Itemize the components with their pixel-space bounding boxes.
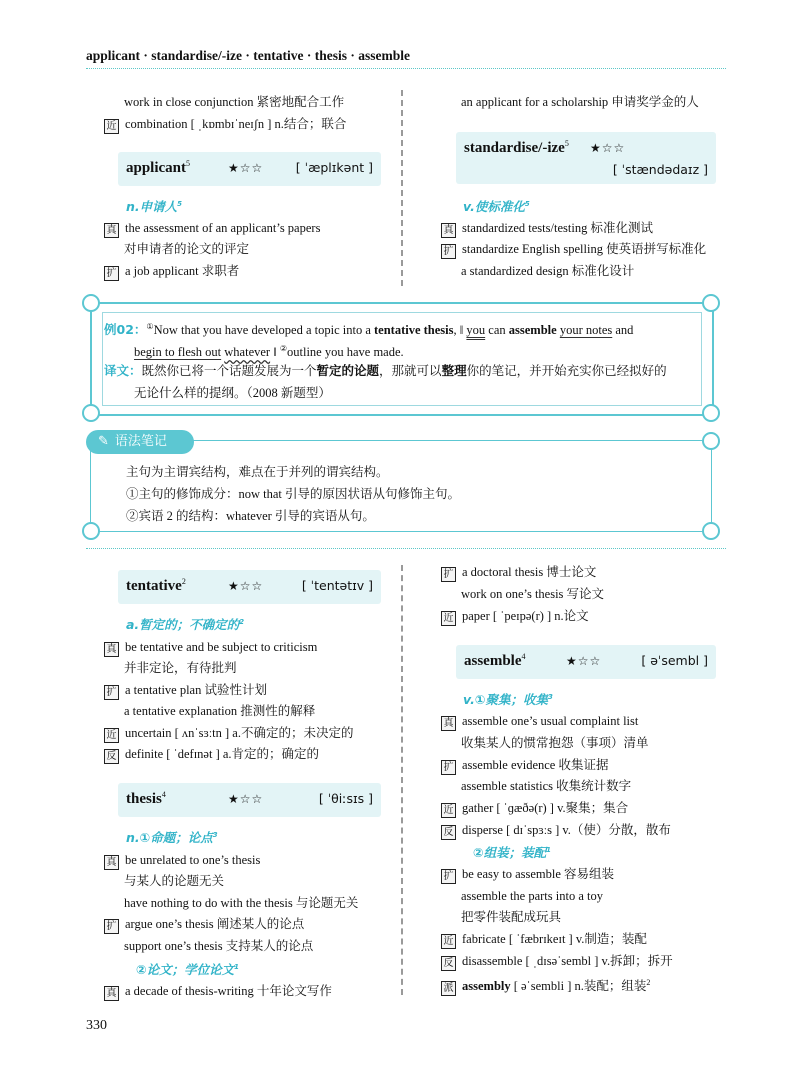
headword-box-assemble [456,645,716,679]
entry-line: 扩 argue one’s thesis 阐述某人的论点 [104,916,304,934]
grammar-title: 语法笔记 [114,434,167,449]
headword-box-standardise [456,132,716,184]
star-rating: ★☆☆ [590,141,626,155]
entry-line: 并非定论，有待批判 [124,661,237,675]
entry-line: 真 a decade of thesis-writing 十年论文写作 [104,983,332,1001]
star-rating: ★☆☆ [566,654,602,668]
page-number: 330 [86,1018,107,1033]
entry-line: 对申请者的论文的评定 [124,242,250,256]
sense-label: a.暂定的；不确定的$^2$ [126,617,245,632]
entry-line: 反 definite [ ˈdefɪnət ] a.肯定的；确定的 [104,746,319,764]
headword-box-tentative [118,570,381,604]
entry-line: 真 standardized tests/testing 标准化测试 [441,220,653,238]
entry-line: 真 be tentative and be subject to criticism [104,639,317,657]
decor-corner [702,522,720,540]
grammar-line: 主句为主谓宾结构，难点在于并列的谓宾结构。 [126,465,389,479]
entry-line: 真 assemble one’s usual complaint list [441,713,638,731]
entry-line: a tentative explanation 推测性的解释 [124,704,316,718]
entry-line: 收集某人的惯常抱怨（事项）清单 [461,736,649,750]
column-divider-bottom [401,565,403,995]
section-rule [86,548,726,549]
entry-line: work in close conjunction 紧密地配合工作 [124,95,345,109]
running-header: applicant · standardise/-ize · tentative · thesis · assemble [86,48,410,63]
headword: standardise/-ize$^5$ [464,139,569,156]
entry-line: 扩 a job applicant 求职者 [104,263,239,281]
translation-line2: 无论什么样的提纲。（2008 新题型） [134,386,331,400]
decor-corner [702,432,720,450]
decor-corner [82,294,100,312]
entry-line: 近 paper [ ˈpeɪpə(r) ] n.论文 [441,608,589,626]
sense-label: ②组装；装配$^1$ [473,845,551,860]
entry-line: 近 gather [ ˈɡæðə(r) ] v.聚集；集合 [441,800,628,818]
header-rule [86,68,726,69]
headword: tentative$^2$ [126,577,186,594]
entry-line: 近 uncertain [ ʌnˈsɜːtn ] a.不确定的；未决定的 [104,725,353,743]
entry-line: support one’s thesis 支持某人的论点 [124,939,314,953]
pronunciation: [ ˈæplɪkənt ] [295,160,373,175]
headword-box-applicant [118,152,381,186]
pronunciation: [ ˈstændədaɪz ] [612,162,708,177]
entry-line: 把零件装配成玩具 [461,910,562,924]
star-rating: ★☆☆ [228,792,264,806]
entry-line: 真 be unrelated to one’s thesis [104,852,260,870]
entry-line: assemble statistics 收集统计数字 [461,779,632,793]
entry-line: have nothing to do with the thesis 与论题无关 [124,896,359,910]
sense-label: v.①聚集；收集$^3$ [463,692,553,707]
grammar-notes-tab [86,430,194,454]
headword: thesis$^4$ [126,790,166,807]
star-rating: ★☆☆ [228,161,264,175]
decor-corner [702,404,720,422]
entry-line: 派 assembly [ əˈsembli ] n.装配；组装$^2$ [441,975,650,996]
pronunciation: [ əˈsembl ] [641,653,708,668]
sense-label: ②论文；学位论文$^1$ [136,962,239,977]
entry-line: 扩 a tentative plan 试验性计划 [104,682,267,700]
entry-line: assemble the parts into a toy [461,889,603,903]
sense-label: n.①命题；论点$^3$ [126,830,218,845]
pronunciation: [ ˈtentətɪv ] [301,578,373,593]
translation-label: 译文： [104,363,142,378]
entry-line: 扩 standardize English spelling 使英语拼写标准化 [441,241,706,259]
example-label: 例02： [104,322,147,338]
headword-box-thesis [118,783,381,817]
decor-corner [702,294,720,312]
entry-line: an applicant for a scholarship 申请奖学金的人 [461,95,699,109]
sense-label: n.申请人$^5$ [126,199,183,214]
entry-line: 扩 be easy to assemble 容易组装 [441,866,614,884]
entry-line: 反 disperse [ dɪˈspɜːs ] v.（使）分散，散布 [441,822,671,840]
headword: assemble$^4$ [464,652,526,669]
entry-line: work on one’s thesis 写论文 [461,587,605,601]
decor-corner [82,404,100,422]
grammar-line: ①主句的修饰成分：now that 引导的原因状语从句修饰主句。 [126,487,461,501]
pen-icon: ✎ [98,434,109,449]
example-sentence-line2: begin to flesh out whatever ‖ ②outline you have made. [134,344,404,360]
grammar-line: ②宾语 2 的结构：whatever 引导的宾语从句。 [126,509,375,523]
entry-line: 近 fabricate [ ˈfæbrɪkeɪt ] v.制造；装配 [441,931,647,949]
headword: applicant$^5$ [126,159,191,176]
pronunciation: [ ˈθiːsɪs ] [318,791,373,806]
entry-line: 扩 a doctoral thesis 博士论文 [441,564,596,582]
tag-near: 近 [104,119,119,134]
entry-line: 扩 assemble evidence 收集证据 [441,757,609,775]
entry-line: 反 disassemble [ ˌdɪsəˈsembl ] v.拆卸；拆开 [441,953,673,971]
entry-line: 近 combination [ ˌkɒmbɪˈneɪʃn ] n.结合；联合 [104,116,346,134]
example-sentence-line1: 例02：①Now that you have developed a topic into a tentative thesis, ‖ you can assemble your notes and [104,322,634,338]
column-divider-top [401,90,403,286]
entry-line: 与某人的论题无关 [124,874,225,888]
entry-line: 真 the assessment of an applicant’s papers [104,220,320,238]
translation-line1: 译文：既然你已将一个话题发展为一个暂定的论题，那就可以整理你的笔记，并开始充实你已经拟好的 [104,363,667,378]
decor-corner [82,522,100,540]
sense-label: v.使标准化$^5$ [463,199,530,214]
entry-line: a standardized design 标准化设计 [461,264,635,278]
star-rating: ★☆☆ [228,579,264,593]
